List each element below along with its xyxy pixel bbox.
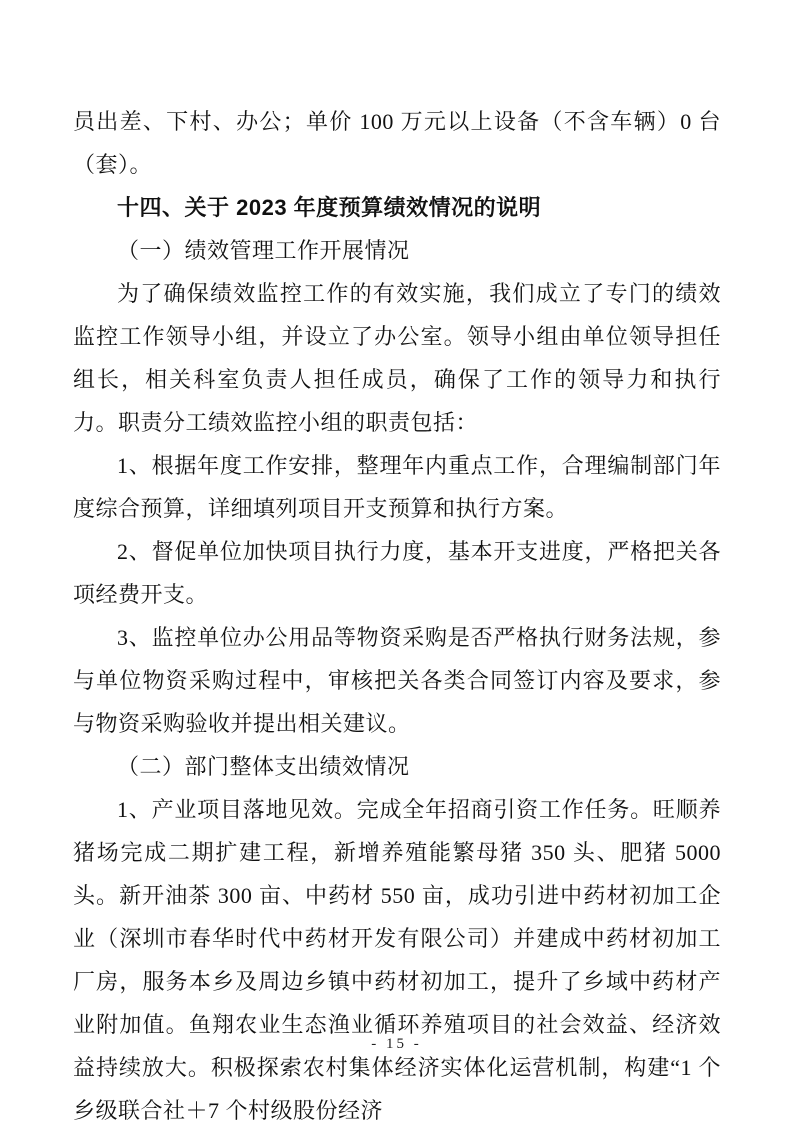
section-heading: 十四、关于 2023 年度预算绩效情况的说明 bbox=[117, 195, 542, 220]
paragraph-intro: 为了确保绩效监控工作的有效实施，我们成立了专门的绩效监控工作领导小组，并设立了办公室。领导小组由单位领导担任组长，相关科室负责人担任成员，确保了工作的领导力和执行力。职责分工绩效监控小组的职责包括： bbox=[73, 281, 721, 435]
subsection-heading-1: （一）绩效管理工作开展情况 bbox=[117, 238, 410, 263]
paragraph-performance-1: 1、产业项目落地见效。完成全年招商引资工作任务。旺顺养猪场完成二期扩建工程，新增养殖能繁母猪 350 头、肥猪 5000 头。新开油茶 300 亩、中药材 550 亩，成功引进中药材初加工企业（深圳市春华时代中药材开发有限公司）并建成中药材初加工厂房，服务本乡及周边乡镇中药材初加工，提升了乡域中药材产业附加值。鱼翔农业生态渔业循环养殖项目的社会效益、经济效益持续放大。积极探索农村集体经济实体化运营机制，构建“1 个乡级联合社＋7 个村级股份经济 bbox=[73, 797, 721, 1122]
page-number: - 15 - bbox=[371, 1036, 422, 1052]
paragraph-item-3: 3、监控单位办公用品等物资采购是否严格执行财务法规，参与单位物资采购过程中，审核把关各类合同签订内容及要求，参与物资采购验收并提出相关建议。 bbox=[73, 625, 721, 736]
subsection-heading-2: （二）部门整体支出绩效情况 bbox=[117, 754, 410, 779]
paragraph-item-2: 2、督促单位加快项目执行力度，基本开支进度，严格把关各项经费开支。 bbox=[73, 539, 721, 607]
paragraph-item-1: 1、根据年度工作安排，整理年内重点工作，合理编制部门年度综合预算，详细填列项目开支预算和执行方案。 bbox=[73, 453, 721, 521]
paragraph-continuation: 员出差、下村、办公；单价 100 万元以上设备（不含车辆）0 台（套）。 bbox=[73, 109, 721, 177]
document-body bbox=[73, 100, 721, 1122]
